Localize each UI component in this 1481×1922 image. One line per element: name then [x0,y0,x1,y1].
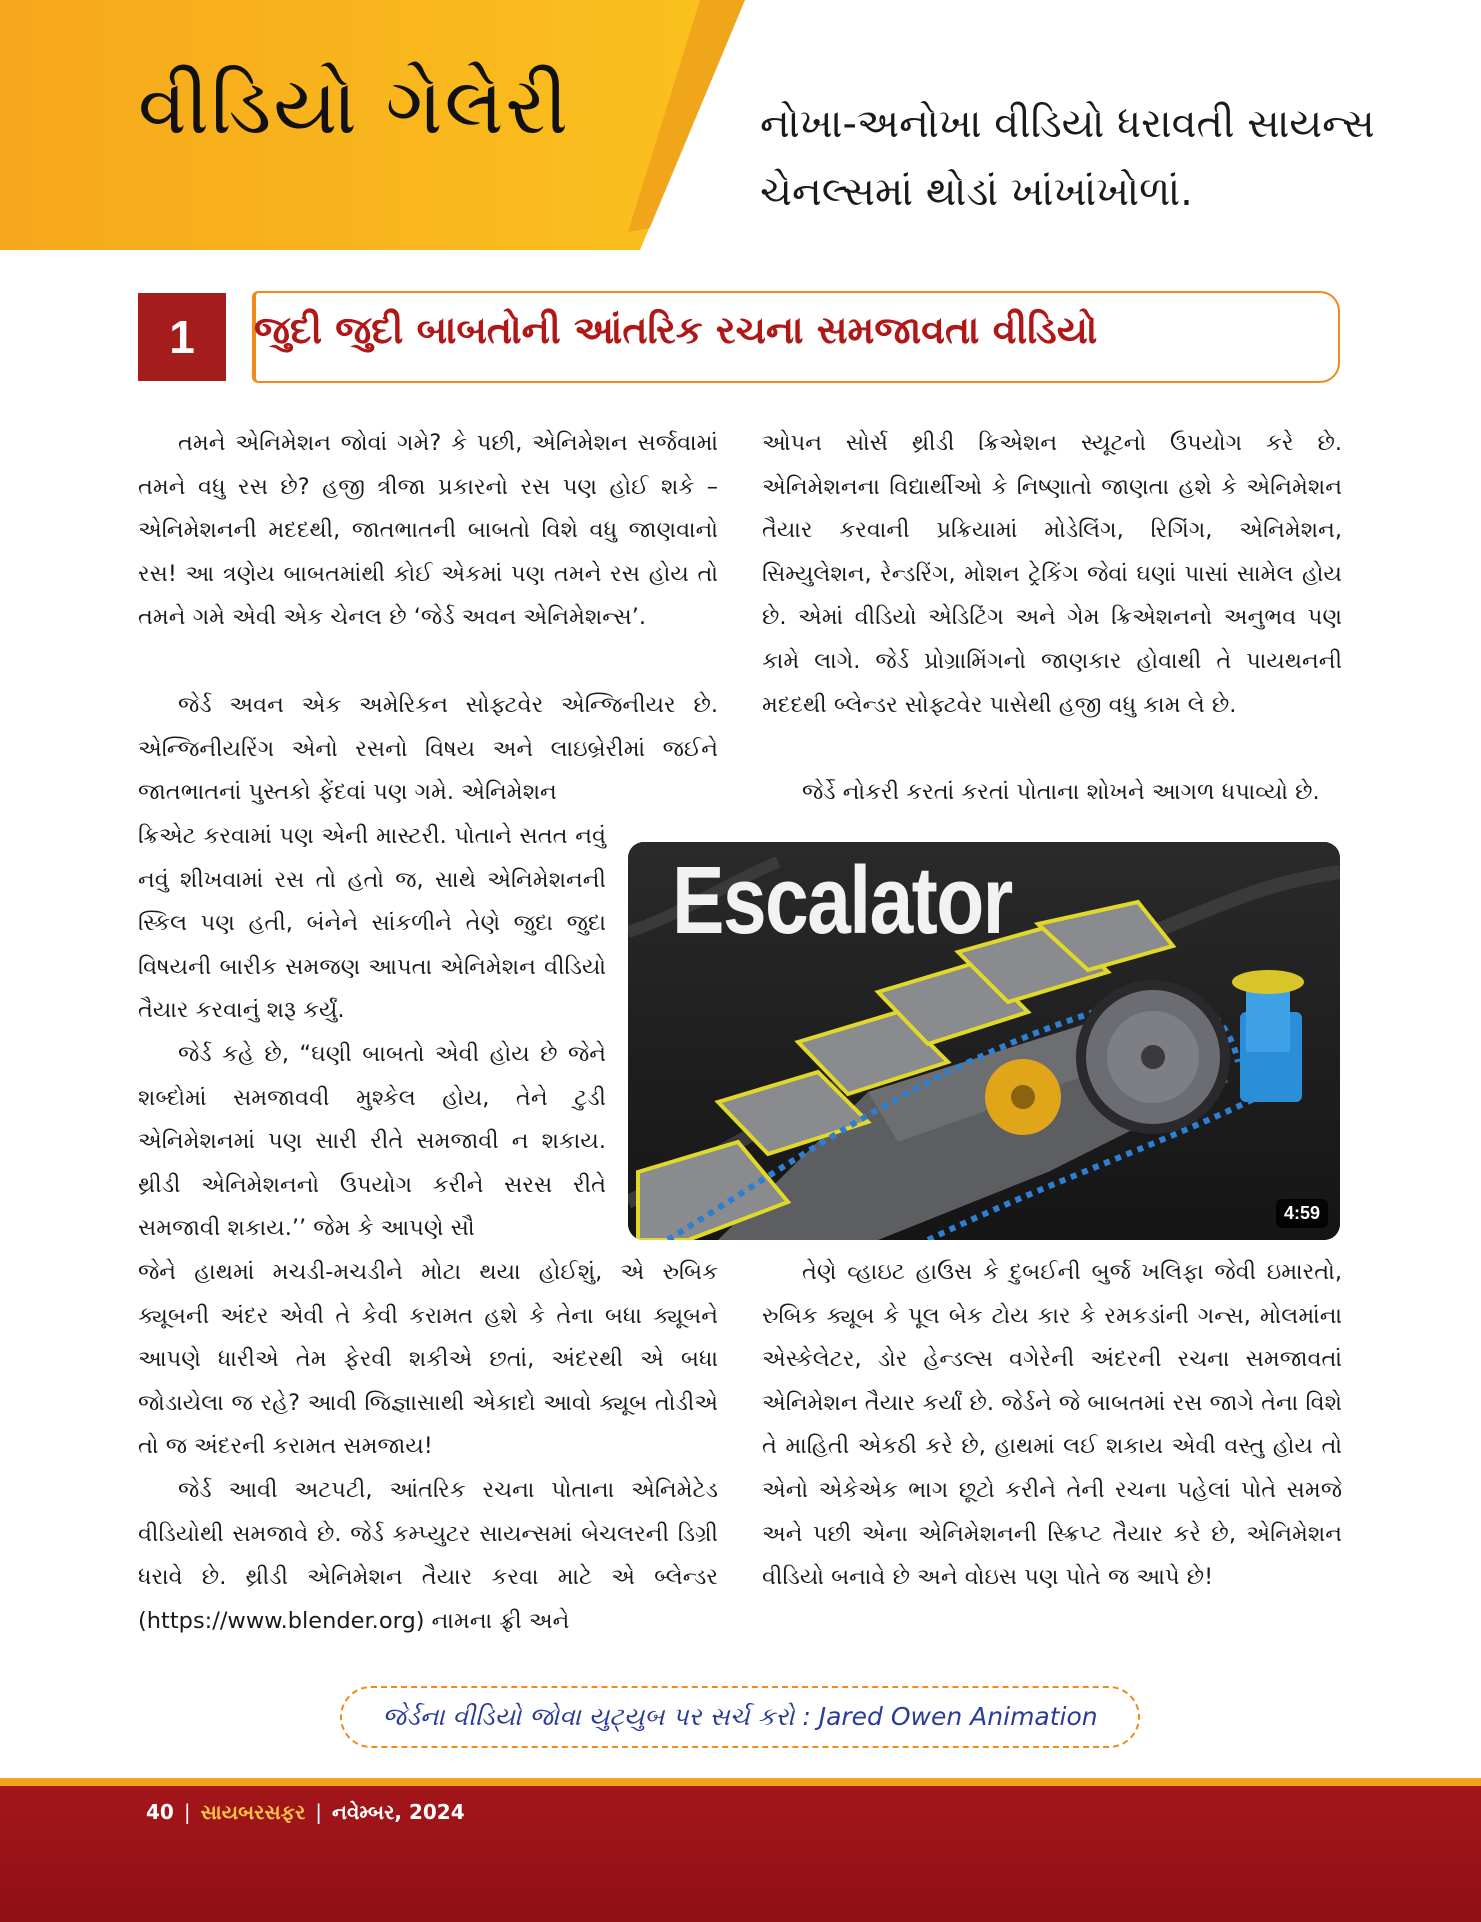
page-title: વીડિયો ગેલેરી [138,62,571,152]
subtitle-line-2: ચેનલ્સમાં થોડાં ખાંખાંખોળાં. [760,169,1193,215]
footer-accent-line [0,1778,1481,1786]
footer-info: 40 | સાયબરસફર | નવેમ્બર, 2024 [146,1800,465,1824]
left-paragraph-4: જેર્ડ આવી અટપટી, આંતરિક રચના પોતાના એનિમેટેડ વીડિયોથી સમજાવે છે. જેર્ડ કમ્પ્યુટર સાયન્સમાં બેચલરની ડિગ્રી ધરાવે છે. થ્રીડી એનિમેશન તૈયાર કરવા માટે એ બ્લેન્ડર (https://www.blender.org) નામના ફ્રી અને [138,1477,718,1634]
subtitle-line-1: નોખા-અનોખા વીડિયો ધરાવતી સાયન્સ [760,101,1375,147]
left-paragraph-2: જેર્ડ અવન એક અમેરિકન સોફ્ટવેર એન્જિનીયર છે. એન્જિનીયરિંગ એનો રસનો વિષય અને લાઇબ્રેરીમાં જઈને જાતભાતનાં પુસ્તકો ફેંદવાં પણ ગમે. એનિમેશન [138,692,718,806]
page-subtitle [760,90,1440,226]
magazine-name: સાયબરસફર [200,1800,306,1824]
video-duration-badge: 4:59 [1276,1199,1328,1228]
search-callout [340,1686,1140,1748]
right-paragraph-3: તેણે વ્હાઇટ હાઉસ કે દુબઈની બુર્જ ખલિફા જેવી ઇમારતો, રુબિક ક્યૂબ કે પૂલ બેક ટોય કાર કે રમકડાંની ગન્સ, મોલમાંના એસ્કેલેટર, ડોર હેન્ડલ્સ વગેરેની અંદરની રચના સમજાવતાં એનિમેશન તૈયાર કર્યાં છે. જેર્ડને જે બાબતમાં રસ જાગે તેના વિશે તે માહિતી એકઠી કરે છે, હાથમાં લઈ શકાય એવી વસ્તુ હોય તો એનો એકેએક ભાગ છૂટો કરીને તેની રચના પહેલાં પોતે સમજે અને પછી એના એનિમેશનની સ્ક્રિપ્ટ તૈયાર કરે છે, એનિમેશન વીડિયો બનાવે છે અને વોઇસ પણ પોતે જ આપે છે! [762,1259,1342,1591]
callout-text: જેર્ડના વીડિયો જોવા યુટ્યુબ પર સર્ચ કરો : Jared Owen Animation [382,1702,1098,1731]
issue-date: નવેમ્બર, 2024 [332,1800,465,1824]
right-paragraph-1: ઓપન સોર્સ થ્રીડી ક્રિએશન સ્યૂટનો ઉપયોગ કરે છે. એનિમેશનના વિદ્યાર્થીઓ કે નિષ્ણાતો જાણતા હશે કે એનિમેશન તૈયાર કરવાની પ્રક્રિયામાં મોડેલિંગ, રિગિંગ, એનિમેશન, સિમ્યુલેશન, રેન્ડરિંગ, મોશન ટ્રેકિંગ જેવાં ઘણાં પાસાં સામેલ હોય છે. એમાં વીડિયો એડિટિંગ અને ગેમ ક્રિએશનનો અનુભવ પણ કામે લાગે. જેર્ડ પ્રોગ્રામિંગનો જાણકાર હોવાથી તે પાયથનની મદદથી બ્લેન્ડર સોફ્ટવેર પાસેથી હજી વધુ કામ લે છે. [762,430,1342,718]
left-paragraph-3-cont: જેને હાથમાં મચડી-મચડીને મોટા થયા હોઈશું, એ રુબિક ક્યૂબની અંદર એવી તે કેવી કરામત હશે કે તેના બધા ક્યૂબને આપણે ધારીએ તેમ ફેરવી શકીએ છતાં, અંદરથી એ બધા જોડાયેલા જ રહે? આવી જિજ્ઞાસાથી એકાદો આવો ક્યૂબ તોડીએ તો જ અંદરની કરામત સમજાય! [138,1259,718,1460]
section-number: 1 [138,293,226,381]
left-paragraph-1: તમને એનિમેશન જોવાં ગમે? કે પછી, એનિમેશન સર્જવામાં તમને વધુ રસ છે? હજી ત્રીજા પ્રકારનો રસ પણ હોઈ શકે – એનિમેશનની મદદથી, જાતભાતની બાબતો વિશે વધુ જાણવાનો રસ! આ ત્રણેય બાબતમાંથી કોઈ એકમાં પણ તમને રસ હોય તો તમને ગમે એવી એક ચેનલ છે ‘જેર્ડ અવન એનિમેશન્સ’. [138,430,718,631]
video-title-text: Escalator [672,847,1012,954]
section-title: જુદી જુદી બાબતોની આંતરિક રચના સમજાવતા વીડિયો [254,308,1098,352]
left-paragraph-2-cont: ક્રિએટ કરવામાં પણ એની માસ્ટરી. પોતાને સતત નવું નવું શીખવામાં રસ તો હતો જ, સાથે એનિમેશનની સ્કિલ પણ હતી, બંનેને સાંકળીને તેણે જુદા જુદા વિષયની બારીક સમજણ આપતા એનિમેશન વીડિયો તૈયાર કરવાનું શરૂ કર્યું. [138,823,606,1024]
right-paragraph-2: જેર્ડે નોકરી કરતાં કરતાં પોતાના શોખને આગળ ધપાવ્યો છે. [802,779,1320,805]
page-number: 40 [146,1800,174,1824]
video-thumbnail[interactable] [628,842,1340,1240]
left-paragraph-3: જેર્ડ કહે છે, “ઘણી બાબતો એવી હોય છે જેને શબ્દોમાં સમજાવવી મુશ્કેલ હોય, તેને ટુડી એનિમેશનમાં પણ સારી રીતે સમજાવી ન શકાય. થ્રીડી એનિમેશનનો ઉપયોગ કરીને સરસ રીતે સમજાવી શકાય.’’ જેમ કે આપણે સૌ [138,1041,606,1242]
